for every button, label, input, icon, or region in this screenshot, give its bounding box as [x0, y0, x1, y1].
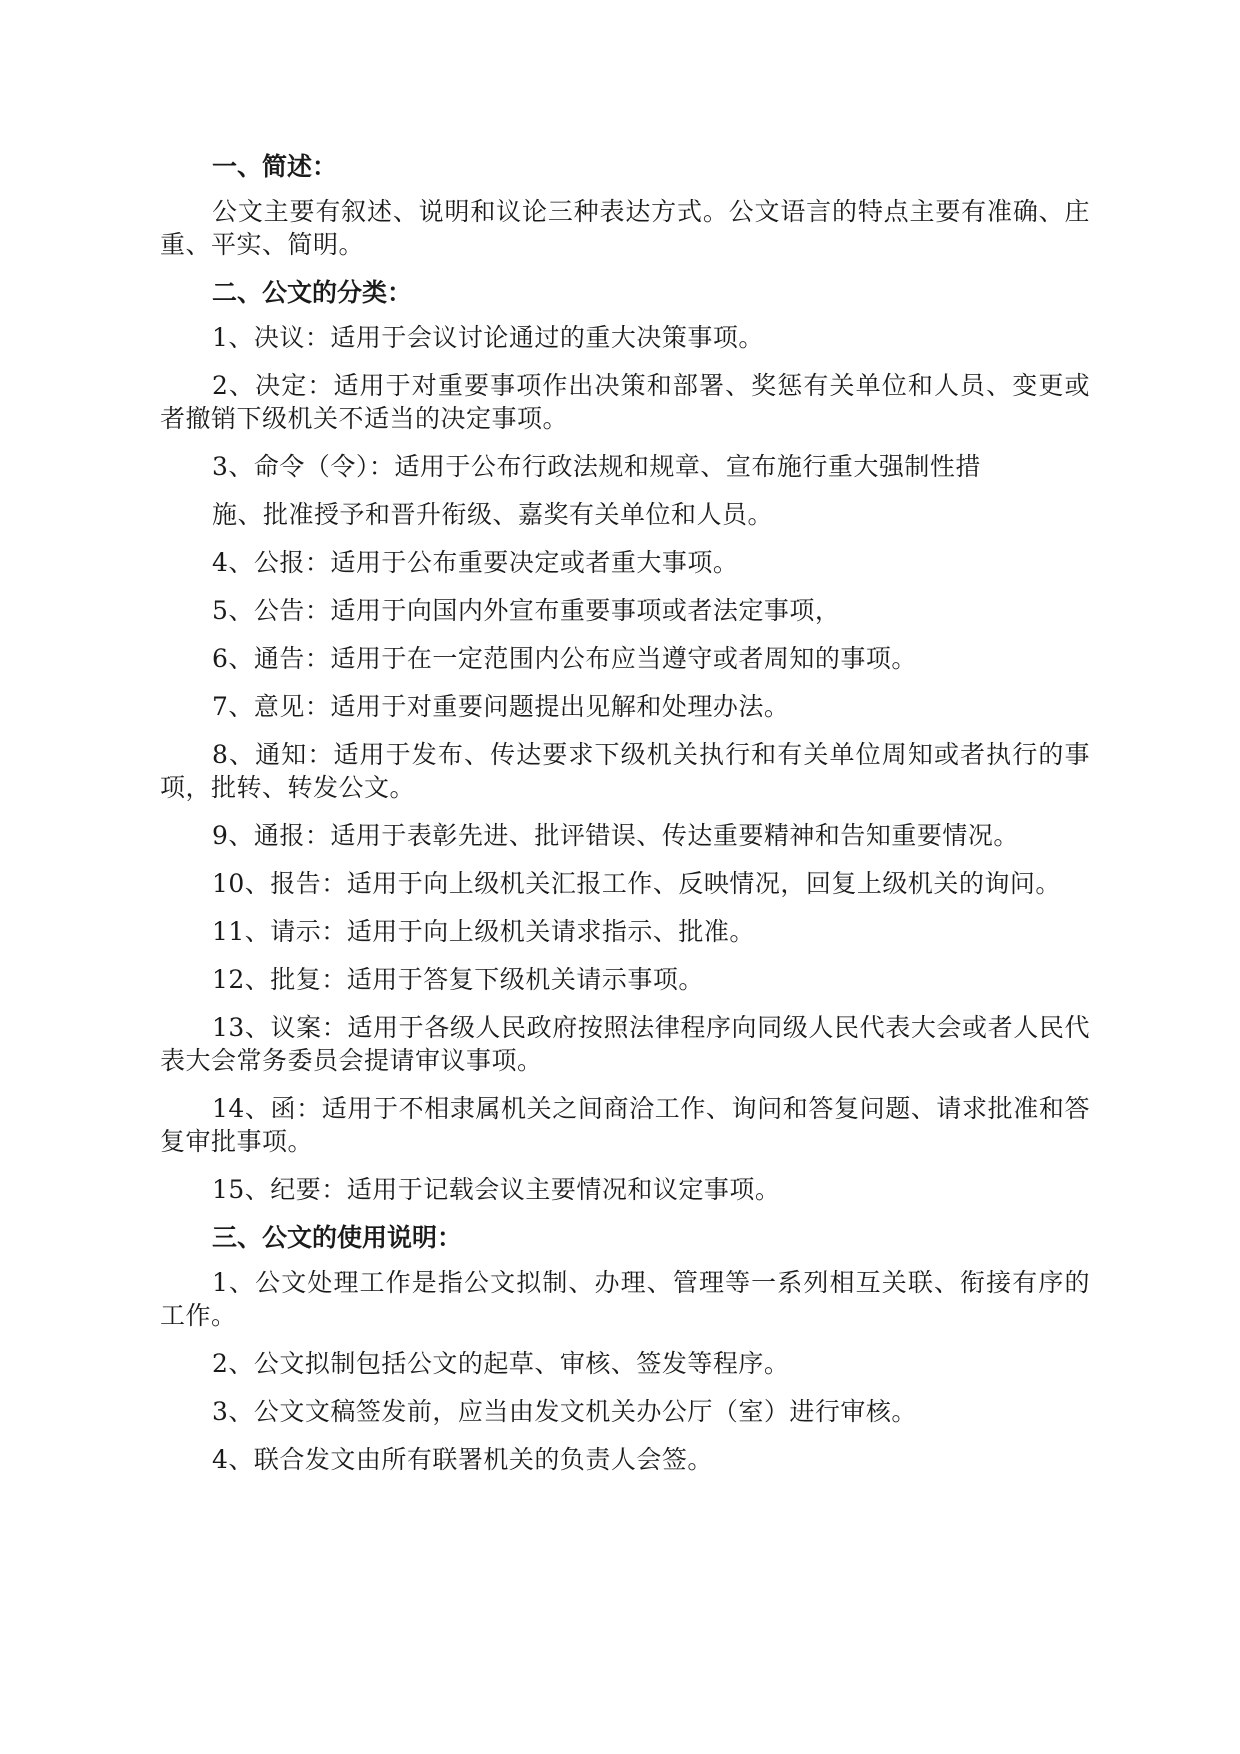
list-item: 5、公告：适用于向国内外宣布重要事项或者法定事项，: [212, 596, 841, 625]
list-item: 11、请示：适用于向上级机关请求指示、批准。: [212, 917, 755, 946]
section-heading-usage: 三、公文的使用说明：: [212, 1223, 463, 1252]
list-item: 1、公文处理工作是指公文拟制、办理、管理等一系列相互关联、衔接有序的工作。: [160, 1268, 1090, 1330]
list-item: 13、议案：适用于各级人民政府按照法律程序向同级人民代表大会或者人民代表大会常务委员会提请审议事项。: [160, 1013, 1090, 1075]
list-item: 2、决定：适用于对重要事项作出决策和部署、奖惩有关单位和人员、变更或者撤销下级机关不适当的决定事项。: [160, 371, 1090, 433]
list-item: 14、函：适用于不相隶属机关之间商洽工作、询问和答复问题、请求批准和答复审批事项。: [160, 1094, 1090, 1156]
list-item: 4、联合发文由所有联署机关的负责人会签。: [212, 1445, 713, 1474]
list-item: 12、批复：适用于答复下级机关请示事项。: [212, 965, 704, 994]
list-item: 10、报告：适用于向上级机关汇报工作、反映情况，回复上级机关的询问。: [212, 869, 1061, 898]
list-item: 3、公文文稿签发前，应当由发文机关办公厅（室）进行审核。: [212, 1397, 917, 1426]
paragraph-overview: 公文主要有叙述、说明和议论三种表达方式。公文语言的特点主要有准确、庄重、平实、简明。: [160, 197, 1090, 259]
document-page: [160, 150, 1090, 1491]
list-item: 施、批准授予和晋升衔级、嘉奖有关单位和人员。: [212, 500, 774, 529]
list-item: 2、公文拟制包括公文的起草、审核、签发等程序。: [212, 1349, 790, 1378]
list-item: 6、通告：适用于在一定范围内公布应当遵守或者周知的事项。: [212, 644, 917, 673]
list-item: 7、意见：适用于对重要问题提出见解和处理办法。: [212, 692, 790, 721]
list-item: 3、命令（令）：适用于公布行政法规和规章、宣布施行重大强制性措: [212, 452, 981, 481]
section-heading-overview: 一、简述：: [212, 152, 338, 181]
list-item: 8、通知：适用于发布、传达要求下级机关执行和有关单位周知或者执行的事项，批转、转发公文。: [160, 740, 1090, 802]
list-item: 9、通报：适用于表彰先进、批评错误、传达重要精神和告知重要情况。: [212, 821, 1019, 850]
section-heading-classification: 二、公文的分类：: [212, 278, 413, 307]
list-item: 4、公报：适用于公布重要决定或者重大事项。: [212, 548, 739, 577]
list-item: 1、决议：适用于会议讨论通过的重大决策事项。: [212, 323, 764, 352]
list-item: 15、纪要：适用于记载会议主要情况和议定事项。: [212, 1175, 781, 1204]
